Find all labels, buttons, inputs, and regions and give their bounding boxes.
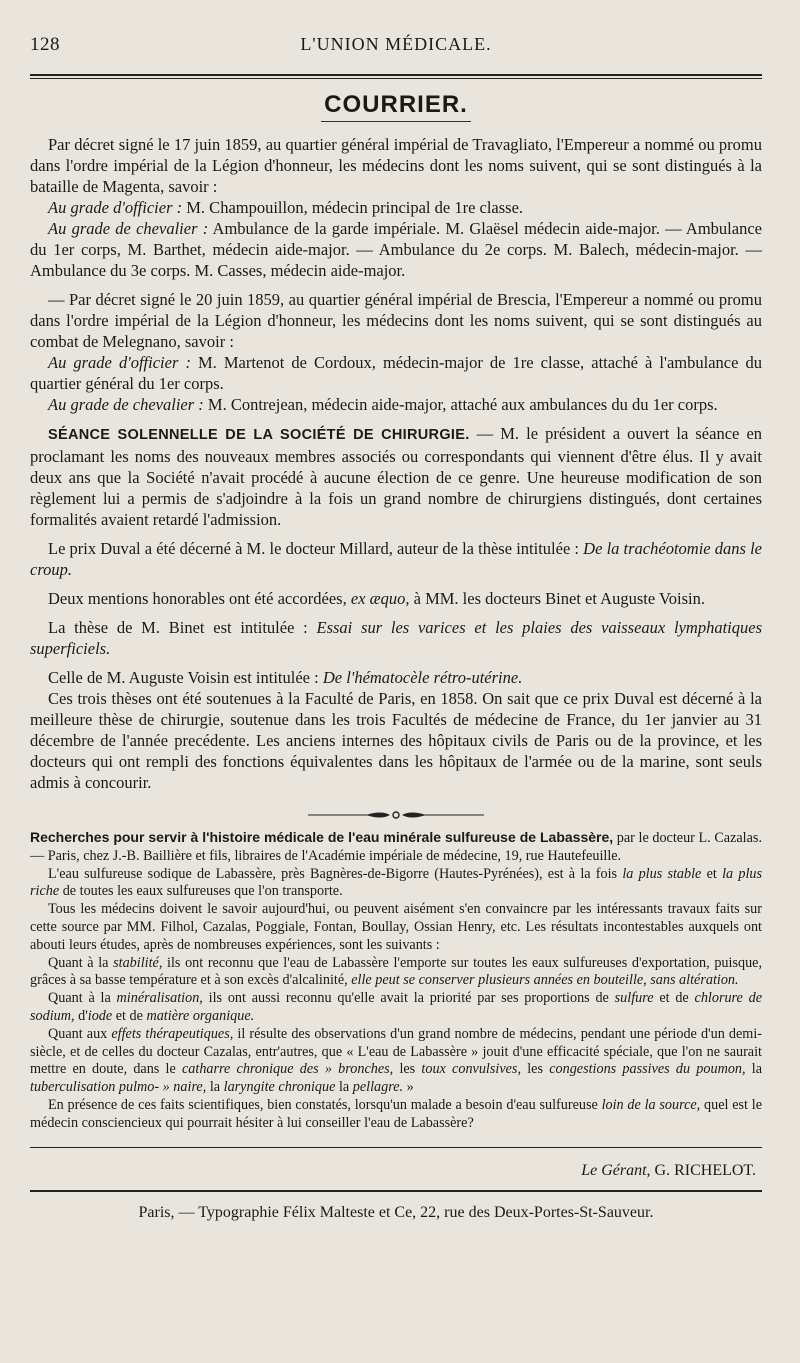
section-title: COURRIER. [324, 91, 468, 118]
ornament-divider [30, 809, 762, 821]
advert-p5: Quant aux effets thérapeutiques, il résulte des observations d'un grand nombre de médecins, pendant une période d'un demi-siècle, et de celles du docteur Cazalas, entr'autres, que « L'eau de Labassère » jouit d'une efficacité spéciale, que l'on ne saurait mettre en doute, dans le catharre chronique des » bronches, les toux convulsives, les congestions passives du poumon, la tuberculisation pulmo- » naire, la laryngite chronique la pellagre. » [30, 1025, 763, 1096]
decree2-officier [30, 352, 762, 394]
advert-p4: Quant à la minéralisation, ils ont aussi reconnu qu'elle avait la priorité par ses proportions de sulfure et de chlorure de sodium, d'iode et de matière organique. [30, 990, 763, 1024]
advert-p1: L'eau sulfureuse sodique de Labassère, près Bagnères-de-Bigorre (Hautes-Pyrénées), est à la fois la plus stable et la plus riche de toutes les eaux sulfureuses que l'on transporte. [30, 865, 762, 900]
officier-text: M. Champouillon, médecin principal de 1re classe. [186, 198, 524, 217]
labassere-advert [30, 829, 762, 1133]
advert-p3: Quant à la stabilité, ils ont reconnu que l'eau de Labassère l'emporte sur toutes les eaux sulfureuses d'exportation, puisque, grâces à sa basse température et à son excès d'alcalinité, elle peut se conserver plusieurs années en bouteille, sans altération. [30, 954, 763, 989]
seance-paragraph [30, 423, 762, 530]
chevalier-text: Ambulance de la garde impériale. M. Glaësel médecin aide-major. — Ambulance du 1er corps, M. Barthet, médecin aide-major. — Ambulance du 2e corps. M. Balech, médecin-major. — Ambulance du 3e corps. M. Casses, médecin aide-major. [30, 219, 762, 280]
officier-text: M. Martenot de Cordoux, médecin-major de 1re classe, attaché à l'ambulance du quartier général du 1er corps. [30, 353, 762, 393]
page-number: 128 [30, 34, 60, 55]
advert-p6: En présence de ces faits scientifiques, bien constatés, lorsqu'un malade a besoin d'eau sulfureuse loin de la source, quel est le médecin consciencieux qui pourrait hésiter à lui conseiller l'eau de Labassère? [30, 1096, 762, 1131]
these-binet: La thèse de M. Binet est intitulée : Essai sur les varices et les plaies des vaisseaux lymphatiques superficiels. [30, 618, 762, 658]
decree2-chevalier [30, 394, 762, 415]
decree1-chevalier [30, 218, 762, 281]
mentions: Deux mentions honorables ont été accordées, ex æquo, à MM. les docteurs Binet et Auguste Voisin. [48, 589, 705, 608]
signature [30, 1162, 756, 1180]
seance-heading: SÉANCE SOLENNELLE DE LA SOCIÉTÉ DE CHIRURGIE. [48, 427, 470, 443]
ornament-divider-graphic [306, 809, 486, 821]
courrier-body [30, 134, 762, 793]
seance-conclusion: Ces trois thèses ont été soutenues à la Faculté de Paris, en 1858. On sait que ce prix Duval est décerné à la meilleure thèse de chirurgie, soutenue dans les trois Facultés de médecine de France, du 1er janvier au 31 décembre de l'année precédente. Les anciens internes des hôpitaux civils de Paris ou de la province, et les docteurs qui ont rempli des fonctions équivalentes dans les hôpitaux de l'armée ou de la marine, sont seuls admis à concourir. [30, 689, 762, 792]
decree1-officier [30, 197, 762, 218]
imprint: Paris, — Typographie Félix Malteste et Ce, 22, rue des Deux-Portes-St-Sauveur. [138, 1203, 654, 1221]
chevalier-label: Au grade de chevalier : [48, 219, 209, 238]
officier-label: Au grade d'officier : [48, 353, 191, 372]
signature-name: G. RICHELOT. [654, 1161, 756, 1179]
signature-label: Le Gérant, [581, 1161, 651, 1179]
chevalier-label: Au grade de chevalier : [48, 395, 204, 414]
journal-title: L'UNION MÉDICALE. [300, 34, 492, 54]
officier-label: Au grade d'officier : [48, 198, 183, 217]
signature-rule [30, 1147, 762, 1148]
seance-text: — M. le président a ouvert la séance en proclamant les noms des nouveaux membres associés ou correspondants qui viennent d'être élus. Il y avait deux ans que la Société n'avait procédé à aucune élection de ce genre. Une heureuse modification de son règlement lui a permis de s'adjoindre à la fois un grand nombre de chirurgiens distingués, dont certaines formalités avaient retardé l'admission. [30, 424, 763, 529]
advert-lead: Recherches pour servir à l'histoire médicale de l'eau minérale sulfureuse de Labassère, par le docteur L. Cazalas. — Paris, chez J.-B. Baillière et fils, libraires de l'Académie impériale de médecine, 19, rue Hautefeuille. [30, 829, 762, 864]
chevalier-text: M. Contrejean, médecin aide-major, attaché aux ambulances du du 1er corps. [207, 395, 718, 414]
header-rule [30, 74, 762, 79]
title-underline [321, 121, 471, 122]
footer-rule [30, 1190, 762, 1192]
prix-duval: Le prix Duval a été décerné à M. le docteur Millard, auteur de la thèse intitulée : De la trachéotomie dans le croup. [30, 539, 763, 579]
page-header [30, 30, 762, 64]
decree2-intro: — Par décret signé le 20 juin 1859, au quartier général impérial de Brescia, l'Empereur a nommé ou promu dans l'ordre impérial de la Légion d'honneur, les médecins dont les noms suivent, qui se sont distingués au combat de Melegnano, savoir : [30, 290, 762, 351]
these-voisin: Celle de M. Auguste Voisin est intitulée : De l'hématocèle rétro-utérine. [48, 668, 523, 687]
decree1-intro: Par décret signé le 17 juin 1859, au quartier général impérial de Travagliato, l'Empereur a nommé ou promu dans l'ordre impérial de la Légion d'honneur, les médecins dont les noms suivent, qui se sont distingués à la bataille de Magenta, savoir : [30, 135, 762, 196]
advert-p2: Tous les médecins doivent le savoir aujourd'hui, ou peuvent aisément s'en convaincre par les intéressants travaux faits sur cette source par MM. Filhol, Cazalas, Poggiale, Fontan, Boullay, Ossian Henry, etc. Les résultats incontestables auxquels ont abouti leurs études, après de nombreuses expériences, sont les suivants : [30, 901, 762, 953]
